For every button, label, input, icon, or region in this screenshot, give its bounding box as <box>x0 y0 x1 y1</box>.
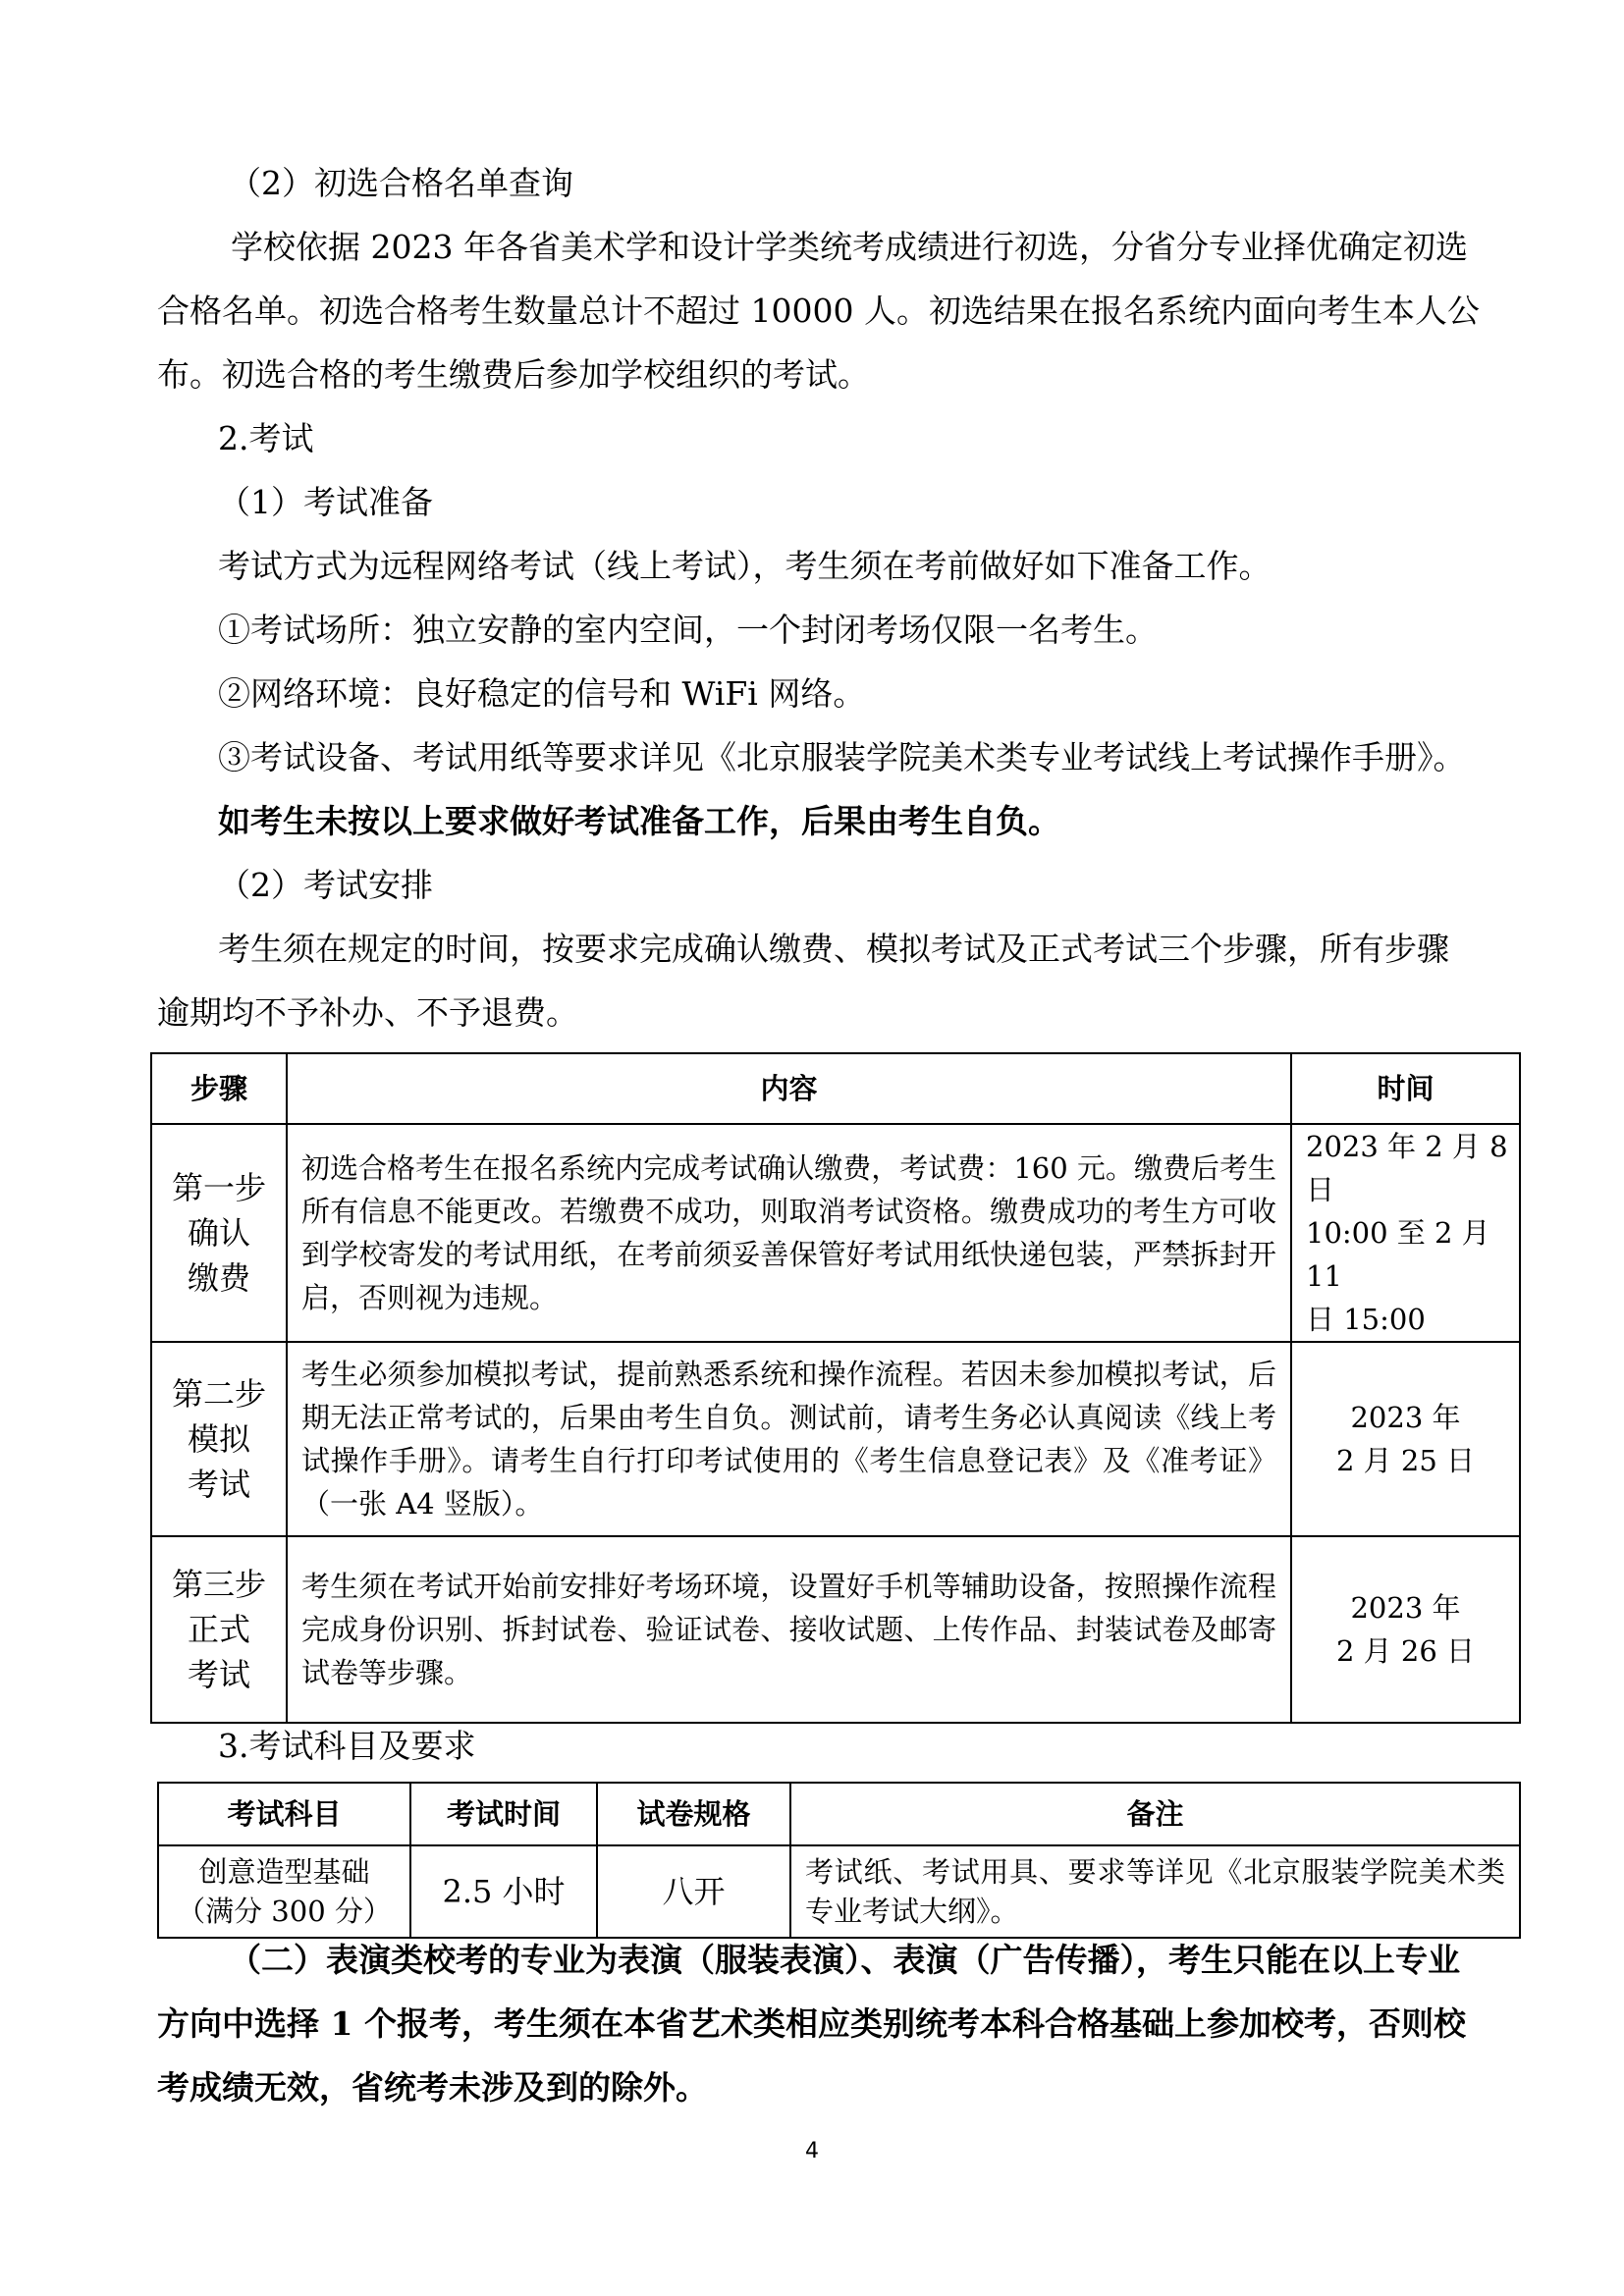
content-cell: 初选合格考生在报名系统内完成考试确认缴费，考试费：160 元。缴费后考生所有信息不能更改。若缴费不成功，则取消考试资格。缴费成功的考生方可收到学校寄发的考试用纸，在考前须妥善保管好考试用纸快递包装，严禁拆封开启，否则视为违规。 <box>287 1124 1291 1342</box>
time-cell: 2023 年 2 月 25 日 <box>1291 1342 1520 1536</box>
time-cell: 2023 年 2 月 8 日 10:00 至 2 月 11 日 15:00 <box>1291 1124 1520 1342</box>
table-row <box>151 1342 1520 1536</box>
step-cell: 第三步 正式 考试 <box>151 1536 287 1723</box>
paragraph-line: 考试方式为远程网络考试（线上考试），考生须在考前做好如下准备工作。 <box>218 547 1272 585</box>
table-row <box>151 1124 1520 1342</box>
subjects-table <box>157 1782 1521 1939</box>
schedule-table <box>150 1052 1521 1724</box>
header-subject: 考试科目 <box>158 1783 410 1845</box>
header-duration: 考试时间 <box>410 1783 597 1845</box>
header-note: 备注 <box>790 1783 1520 1845</box>
paragraph-line: 合格名单。初选合格考生数量总计不超过 10000 人。初选结果在报名系统内面向考生本人公 <box>157 292 1480 330</box>
header-format: 试卷规格 <box>597 1783 790 1845</box>
step-cell: 第二步 模拟 考试 <box>151 1342 287 1536</box>
subject-cell: 创意造型基础 （满分 300 分） <box>158 1845 410 1938</box>
paragraph-line: 逾期均不予补办、不予退费。 <box>157 993 578 1032</box>
list-item: ①考试场所：独立安静的室内空间，一个封闭考场仅限一名考生。 <box>218 611 1158 649</box>
paragraph-line: 方向中选择 1 个报考，考生须在本省艺术类相应类别统考本科合格基础上参加校考，否则校 <box>157 2004 1466 2043</box>
header-time: 时间 <box>1291 1053 1520 1124</box>
header-content: 内容 <box>287 1053 1291 1124</box>
table-row <box>151 1536 1520 1723</box>
format-cell: 八开 <box>597 1845 790 1938</box>
heading-preliminary-list: （2）初选合格名单查询 <box>229 164 573 202</box>
header-step: 步骤 <box>151 1053 287 1124</box>
paragraph-line: 布。初选合格的考生缴费后参加学校组织的考试。 <box>157 355 870 394</box>
list-item: ③考试设备、考试用纸等要求详见《北京服装学院美术类专业考试线上考试操作手册》。 <box>218 738 1466 776</box>
page-number: 4 <box>805 2139 819 2163</box>
list-item: ②网络环境：良好稳定的信号和 WiFi 网络。 <box>218 674 866 713</box>
duration-cell: 2.5 小时 <box>410 1845 597 1938</box>
section-heading-exam: 2.考试 <box>218 419 314 457</box>
warning-line: 如考生未按以上要求做好考试准备工作，后果由考生自负。 <box>218 802 1060 840</box>
table-header-row <box>158 1783 1520 1845</box>
step-cell: 第一步 确认 缴费 <box>151 1124 287 1342</box>
paragraph-line: 学校依据 2023 年各省美术学和设计学类统考成绩进行初选，分省分专业择优确定初选 <box>231 228 1468 266</box>
table-row <box>158 1845 1520 1938</box>
paragraph-line: （二）表演类校考的专业为表演（服装表演）、表演（广告传播），考生只能在以上专业 <box>229 1941 1460 1979</box>
note-cell: 考试纸、考试用具、要求等详见《北京服装学院美术类专业考试大纲》。 <box>790 1845 1520 1938</box>
subheading-exam-prep: （1）考试准备 <box>218 483 433 521</box>
time-cell: 2023 年 2 月 26 日 <box>1291 1536 1520 1723</box>
table-header-row <box>151 1053 1520 1124</box>
section-heading-subjects: 3.考试科目及要求 <box>218 1727 476 1765</box>
paragraph-line: 考生须在规定的时间，按要求完成确认缴费、模拟考试及正式考试三个步骤，所有步骤 <box>218 930 1449 968</box>
paragraph-line: 考成绩无效，省统考未涉及到的除外。 <box>157 2068 708 2107</box>
content-cell: 考生须在考试开始前安排好考场环境，设置好手机等辅助设备，按照操作流程完成身份识别、拆封试卷、验证试卷、接收试题、上传作品、封装试卷及邮寄试卷等步骤。 <box>287 1536 1291 1723</box>
content-cell: 考生必须参加模拟考试，提前熟悉系统和操作流程。若因未参加模拟考试，后期无法正常考试的，后果由考生自负。测试前，请考生务必认真阅读《线上考试操作手册》。请考生自行打印考试使用的《考生信息登记表》及《准考证》（一张 A4 竖版）。 <box>287 1342 1291 1536</box>
subheading-exam-schedule: （2）考试安排 <box>218 866 433 904</box>
